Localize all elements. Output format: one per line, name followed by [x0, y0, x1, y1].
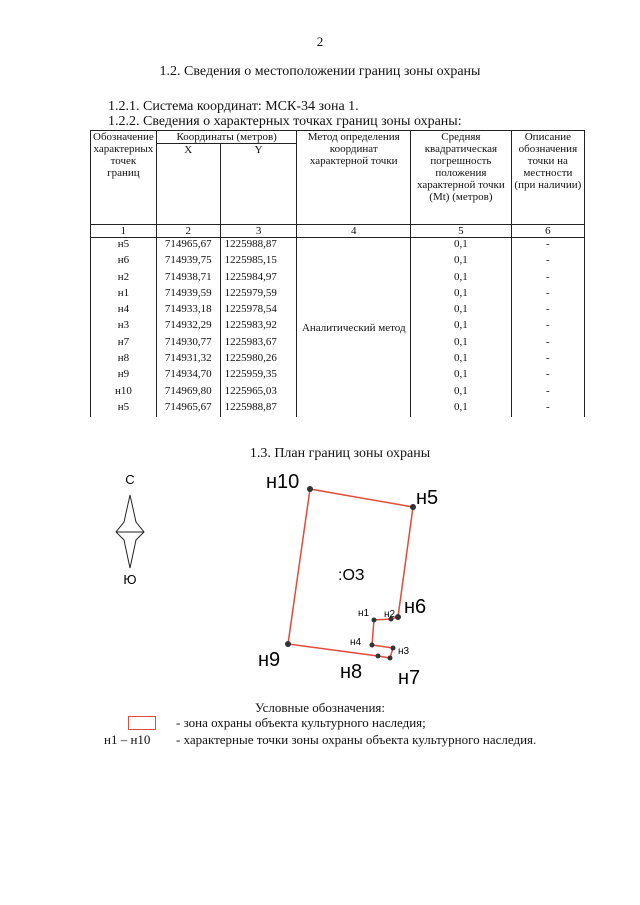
label-n10: н10 [266, 471, 300, 493]
description-value: - [511, 401, 584, 417]
legend-zone-swatch [128, 716, 156, 730]
error-value: 0,1 [411, 336, 512, 352]
point-n10 [307, 486, 313, 492]
description-value: - [511, 319, 584, 335]
point-name: н5 [91, 401, 157, 417]
point-name: н6 [91, 254, 157, 270]
header-point-designation: Обозначение характерных точек границ [91, 131, 157, 225]
point-name: н10 [91, 385, 157, 401]
plan-title: 1.3. План границ зоны охраны [249, 446, 431, 461]
y-value: 1225965,03 [220, 385, 297, 401]
header-method: Метод определения координат характерной точки [297, 131, 411, 225]
legend-points-text: - характерные точки зоны охраны объекта культурного наследия. [176, 732, 537, 747]
x-value: 714932,29 [156, 319, 220, 335]
col-number: 1 [91, 225, 157, 238]
legend-zone-text: - зона охраны объекта культурного наследия; [176, 715, 426, 730]
label-n5: н5 [416, 487, 439, 509]
label-n7: н7 [398, 667, 421, 689]
y-value: 1225959,35 [220, 368, 297, 384]
description-value: - [511, 303, 584, 319]
col-number: 5 [411, 225, 512, 238]
col-number: 4 [297, 225, 411, 238]
point-n6 [395, 614, 401, 620]
point-name: н2 [91, 271, 157, 287]
header-x: X [156, 144, 220, 225]
label-n3: н3 [398, 646, 410, 657]
label-n9: н9 [258, 649, 281, 671]
error-value: 0,1 [411, 319, 512, 335]
header-description: Описание обозначения точки на местности (при наличии) [511, 131, 584, 225]
x-value: 714930,77 [156, 336, 220, 352]
point-n1 [372, 618, 377, 623]
point-name: н9 [91, 368, 157, 384]
point-n4 [370, 643, 375, 648]
boundary-plan [0, 460, 640, 700]
point-name: н7 [91, 336, 157, 352]
x-value: 714965,67 [156, 401, 220, 417]
description-value: - [511, 368, 584, 384]
description-value: - [511, 238, 584, 255]
point-n9 [285, 641, 291, 647]
y-value: 1225983,67 [220, 336, 297, 352]
label-n4: н4 [350, 637, 362, 648]
point-n8 [376, 654, 381, 659]
y-value: 1225978,54 [220, 303, 297, 319]
error-value: 0,1 [411, 254, 512, 270]
label-n2: н2 [384, 609, 396, 620]
error-value: 0,1 [411, 303, 512, 319]
points-heading: 1.2.2. Сведения о характерных точках границ зоны охраны: [108, 114, 462, 129]
label-n6: н6 [404, 596, 427, 618]
y-value: 1225980,26 [220, 352, 297, 368]
compass-icon [116, 495, 144, 568]
label-n1: н1 [358, 608, 370, 619]
description-value: - [511, 254, 584, 270]
error-value: 0,1 [411, 238, 512, 255]
y-value: 1225984,97 [220, 271, 297, 287]
y-value: 1225985,15 [220, 254, 297, 270]
header-y: Y [220, 144, 297, 225]
point-name: н1 [91, 287, 157, 303]
x-value: 714933,18 [156, 303, 220, 319]
coordinate-system-line: 1.2.1. Система координат: МСК-34 зона 1. [108, 99, 359, 114]
south-label: Ю [123, 572, 137, 587]
page-number: 2 [316, 34, 324, 49]
y-value: 1225988,87 [220, 238, 297, 255]
table-row [91, 238, 585, 255]
description-value: - [511, 336, 584, 352]
point-n3 [391, 646, 396, 651]
description-value: - [511, 352, 584, 368]
point-name: н8 [91, 352, 157, 368]
label-n8: н8 [340, 661, 363, 683]
legend-points-key: н1 – н10 [104, 732, 151, 747]
x-value: 714969,80 [156, 385, 220, 401]
x-value: 714965,67 [156, 238, 220, 255]
x-value: 714938,71 [156, 271, 220, 287]
point-n7 [388, 656, 393, 661]
y-value: 1225988,87 [220, 401, 297, 417]
error-value: 0,1 [411, 352, 512, 368]
x-value: 714934,70 [156, 368, 220, 384]
x-value: 714939,75 [156, 254, 220, 270]
point-name: н5 [91, 238, 157, 255]
method-value: Аналитический метод [297, 238, 411, 418]
point-name: н4 [91, 303, 157, 319]
description-value: - [511, 271, 584, 287]
point-name: н3 [91, 319, 157, 335]
col-number: 2 [156, 225, 220, 238]
col-number: 6 [511, 225, 584, 238]
legend-title: Условные обозначения: [254, 700, 386, 715]
zone-label: :ОЗ [338, 567, 365, 584]
y-value: 1225983,92 [220, 319, 297, 335]
col-number: 3 [220, 225, 297, 238]
coordinates-table [90, 130, 585, 417]
x-value: 714931,32 [156, 352, 220, 368]
error-value: 0,1 [411, 368, 512, 384]
header-coordinates: Координаты (метров) [156, 131, 297, 144]
y-value: 1225979,59 [220, 287, 297, 303]
error-value: 0,1 [411, 271, 512, 287]
error-value: 0,1 [411, 385, 512, 401]
section-title: 1.2. Сведения о местоположении границ зоны охраны [159, 64, 481, 79]
error-value: 0,1 [411, 287, 512, 303]
x-value: 714939,59 [156, 287, 220, 303]
error-value: 0,1 [411, 401, 512, 417]
description-value: - [511, 385, 584, 401]
header-error: Средняя квадратическая погрешность положения характерной точки (Mt) (метров) [411, 131, 512, 225]
north-label: С [125, 472, 135, 487]
description-value: - [511, 287, 584, 303]
